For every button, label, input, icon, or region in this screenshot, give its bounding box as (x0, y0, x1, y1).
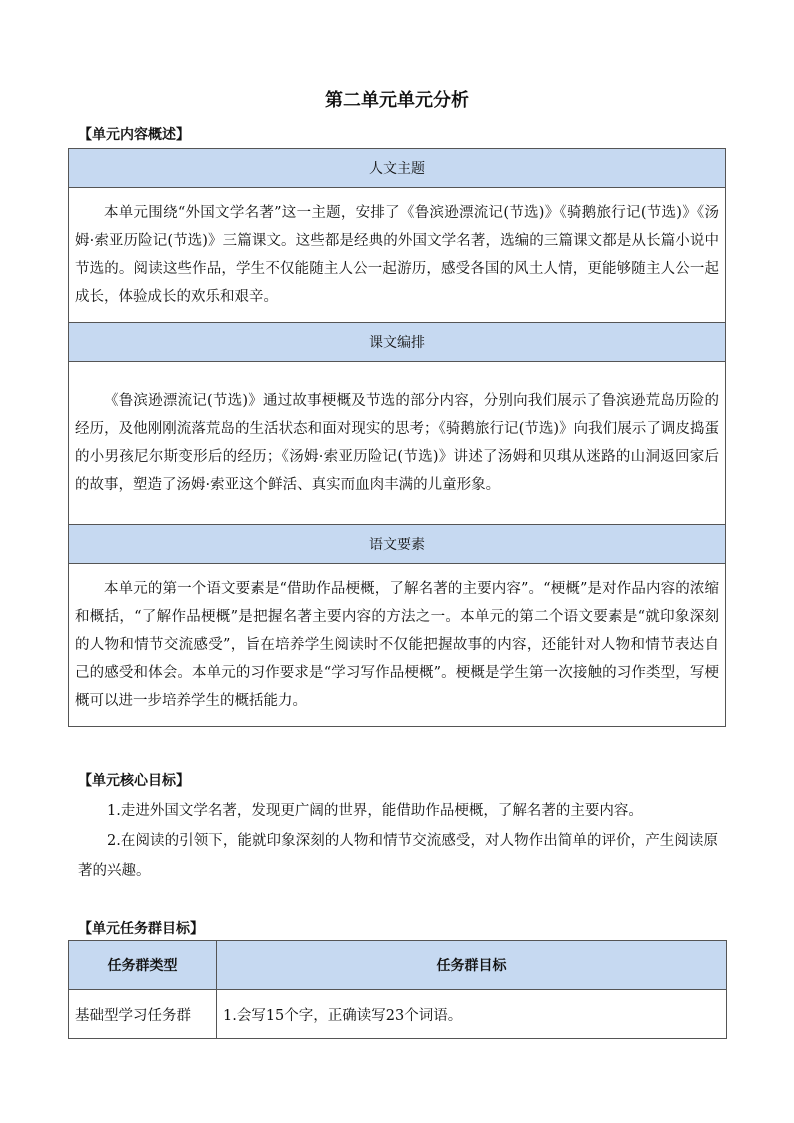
task-goals-table (68, 940, 727, 1039)
arrangement-text: 《鲁滨逊漂流记(节选)》通过故事梗概及节选的部分内容，分别向我们展示了鲁滨逊荒岛历险的经历，及他刚刚流落荒岛的生活状态和面对现实的思考；《骑鹅旅行记(节选)》向我们展示了调皮捣蛋的小男孩尼尔斯变形后的经历；《汤姆·索亚历险记(节选)》讲述了汤姆和贝琪从迷路的山洞返回家后的故事，塑造了汤姆·索亚这个鲜活、真实而血肉丰满的儿童形象。 (69, 362, 726, 525)
core-goal-item: 2.在阅读的引领下，能就印象深刻的人物和情节交流感受，对人物作出简单的评价，产生阅读原著的兴趣。 (78, 833, 718, 879)
page-title: 第二单元单元分析 (325, 90, 469, 111)
column-header-goal: 任务群目标 (217, 941, 727, 990)
overview-table (68, 148, 726, 727)
core-goals-list (78, 796, 718, 886)
task-goal-cell: 1.会写15个字，正确读写23个词语。 (217, 990, 727, 1039)
task-type-cell: 基础型学习任务群 (69, 990, 217, 1039)
overview-heading: 【单元内容概述】 (78, 127, 190, 143)
table-row (69, 990, 727, 1039)
elements-header: 语文要素 (69, 525, 726, 564)
core-goal-item: 1.走进外国文学名著，发现更广阔的世界，能借助作品梗概，了解名著的主要内容。 (107, 803, 643, 819)
core-goals-heading: 【单元核心目标】 (78, 773, 190, 789)
arrangement-header: 课文编排 (69, 323, 726, 362)
theme-text: 本单元围绕“外国文学名著”这一主题，安排了《鲁滨逊漂流记(节选)》《骑鹅旅行记(节选)》《汤姆·索亚历险记(节选)》三篇课文。这些都是经典的外国文学名著，选编的三篇课文都是从长篇小说中节选的。阅读这些作品，学生不仅能随主人公一起游历，感受各国的风土人情，更能够随主人公一起成长，体验成长的欢乐和艰辛。 (69, 188, 726, 323)
column-header-type: 任务群类型 (69, 941, 217, 990)
task-goals-heading: 【单元任务群目标】 (78, 921, 204, 937)
theme-header: 人文主题 (69, 149, 726, 188)
elements-text: 本单元的第一个语文要素是“借助作品梗概，了解名著的主要内容”。“梗概”是对作品内容的浓缩和概括，“了解作品梗概”是把握名著主要内容的方法之一。本单元的第二个语文要素是“就印象深刻的人物和情节交流感受”，旨在培养学生阅读时不仅能把握故事的内容，还能针对人物和情节表达自己的感受和体会。本单元的习作要求是“学习写作品梗概”。梗概是学生第一次接触的习作类型，写梗概可以进一步培养学生的概括能力。 (69, 564, 726, 727)
